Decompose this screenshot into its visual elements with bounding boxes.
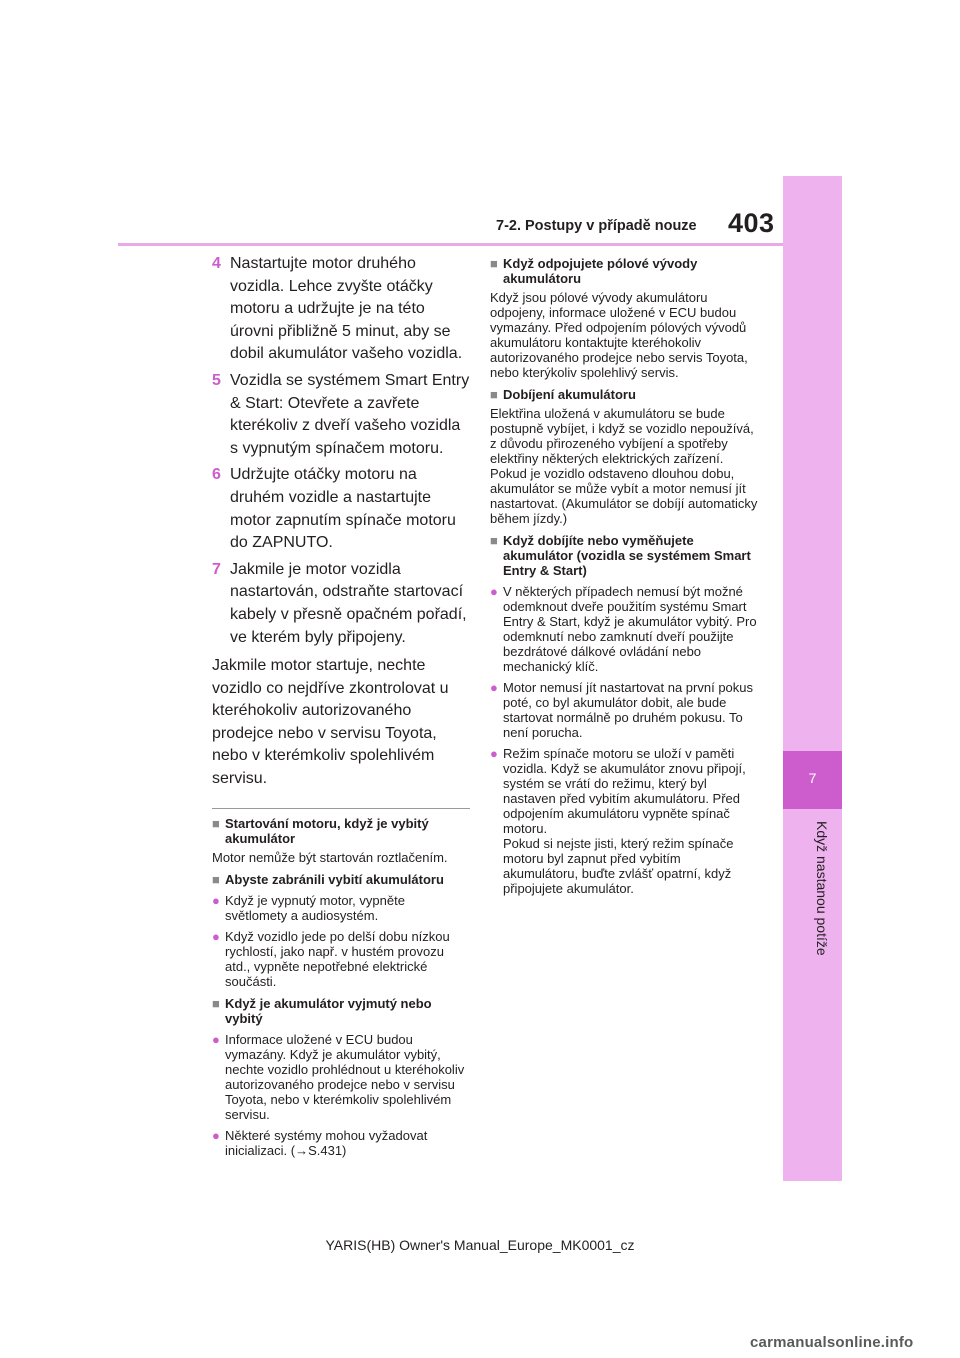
square-bullet-icon: ■ xyxy=(490,533,498,548)
page-number: 403 xyxy=(728,208,775,238)
step-item xyxy=(212,370,470,460)
square-bullet-icon: ■ xyxy=(212,995,220,1011)
note-heading: ■ Abyste zabránili vybití akumulátoru xyxy=(212,871,444,887)
right-column xyxy=(490,256,758,896)
circle-bullet-icon: ● xyxy=(490,746,498,761)
note-text: Elektřina uložená v akumulátoru se bude postupně vybíjet, i když se vozidlo nepoužívá, z důvodu přirozeného vybíjení a spotřeby elektřiny některých elektrických zařízení. Pokud je vozidlo odstaveno dlouhou dobu, akumulátor se může vybít a motor nemusí jít nastartovat. (Akumulátor se dobíjí automaticky během jízdy.) xyxy=(490,406,758,526)
page-footer: YARIS(HB) Owner's Manual_Europe_MK0001_cz xyxy=(325,1237,635,1253)
chapter-number: 7 xyxy=(808,770,817,786)
circle-bullet-icon: ● xyxy=(212,1031,220,1047)
left-column xyxy=(212,253,470,1158)
note-heading: ■ Dobíjení akumulátoru xyxy=(490,387,636,402)
step-item xyxy=(212,253,470,366)
section-divider xyxy=(212,808,470,809)
circle-bullet-icon: ● xyxy=(490,680,498,695)
bullet-item: ● Když vozidlo jede po delší dobu nízkou rychlostí, jako např. v hustém provozu atd., vypněte nepotřebné elektrické součásti. xyxy=(212,928,450,989)
closing-paragraph: Jakmile motor startuje, nechte vozidlo co nejdříve zkontrolovat u kteréhokoliv autorizovaného prodejce nebo v servisu Toyota, nebo v kterémkoliv spolehlivém servisu. xyxy=(212,657,449,788)
section-title: 7-2. Postupy v případě nouze xyxy=(496,218,697,234)
note-text: Když jsou pólové vývody akumulátoru odpojeny, informace uložené v ECU budou vymazány. Před odpojením pólových vývodů akumulátoru kontaktujte kteréhokoliv autorizovaného prodejce nebo servis Toyota, nebo kterýkoliv spolehlivý servis. xyxy=(490,290,748,380)
step-number: 7 xyxy=(212,560,221,578)
note-text: Motor nemůže být startován roztlačením. xyxy=(212,849,448,865)
circle-bullet-icon: ● xyxy=(212,928,220,944)
circle-bullet-icon: ● xyxy=(212,892,220,908)
bullet-item: ● V některých případech nemusí být možné odemknout dveře použitím systému Smart Entry & Start, když je akumulátor vybitý. Pro odemknutí nebo zamknutí dveří použijte bezdrátové dálkové ovládání nebo mechanický klíč. xyxy=(490,584,757,674)
step-item xyxy=(212,464,470,554)
circle-bullet-icon: ● xyxy=(212,1127,220,1143)
step-number: 4 xyxy=(212,255,221,272)
watermark[interactable]: carmanualsonline.info xyxy=(750,1334,914,1351)
square-bullet-icon: ■ xyxy=(490,387,498,402)
step-number: 6 xyxy=(212,466,221,484)
bullet-item: ● Informace uložené v ECU budou vymazány. Když je akumulátor vybitý, nechte vozidlo prohlédnout u kteréhokoliv autorizovaného prodejce nebo v servisu Toyota, nebo v kterémkoliv spolehlivém servisu. xyxy=(212,1031,465,1122)
square-bullet-icon: ■ xyxy=(490,256,498,271)
note-heading: ■ Když odpojujete pólové vývody akumulátoru xyxy=(490,256,698,286)
step-item xyxy=(212,559,470,649)
note-heading: ■ Když je akumulátor vyjmutý nebo vybitý xyxy=(212,995,432,1026)
bullet-item: ● Když je vypnutý motor, vypněte světlomety a audiosystém. xyxy=(212,892,405,923)
chapter-side-tab xyxy=(783,176,842,1181)
bullet-item: ● Režim spínače motoru se uloží v paměti vozidla. Když se akumulátor znovu připojí, systém se vrátí do režimu, který byl nastaven před vybitím akumulátoru. Před odpojením akumulátoru vypněte spínač motoru. Pokud si nejste jisti, který režim spínače motoru byl zapnut před vybitím akumulátoru, buďte zvlášť opatrní, když připojujete akumulátor. xyxy=(490,746,746,896)
step-text: Nastartujte motor druhého vozidla. Lehce zvyšte otáčky motoru a udržujte je na této úrovni přibližně 5 minut, aby se dobil akumulátor vašeho vozidla. xyxy=(230,255,463,363)
note-heading: ■ Když dobíjíte nebo vyměňujete akumulátor (vozidla se systémem Smart Entry & Start) xyxy=(490,533,751,578)
page-reference-link[interactable]: Některé systémy mohou vyžadovat inicializaci. (→S.431) xyxy=(225,1127,428,1158)
bullet-item xyxy=(212,1128,470,1158)
note-heading: ■ Startování motoru, když je vybitý akumulátor xyxy=(212,815,429,846)
step-text: Vozidla se systémem Smart Entry & Start: Otevřete a zavřete kterékoliv z dveří vašeho vozidla s vypnutým spínačem motoru. xyxy=(230,371,470,457)
step-number: 5 xyxy=(212,371,221,389)
bullet-item: ● Motor nemusí jít nastartovat na první pokus poté, co byl akumulátor dobit, ale bude startovat normálně po druhém pokusu. To není porucha. xyxy=(490,680,754,740)
step-text: Udržujte otáčky motoru na druhém vozidle a nastartujte motor zapnutím spínače motoru do ZAPNUTO. xyxy=(230,466,456,552)
step-text: Jakmile je motor vozidla nastartován, odstraňte startovací kabely v přesně opačném pořadí, ve kterém byly připojeny. xyxy=(230,560,467,646)
header-divider xyxy=(118,243,783,246)
square-bullet-icon: ■ xyxy=(212,871,220,887)
square-bullet-icon: ■ xyxy=(212,815,220,831)
chapter-title-vertical: Když nastanou potíže xyxy=(814,821,830,956)
circle-bullet-icon: ● xyxy=(490,584,498,599)
